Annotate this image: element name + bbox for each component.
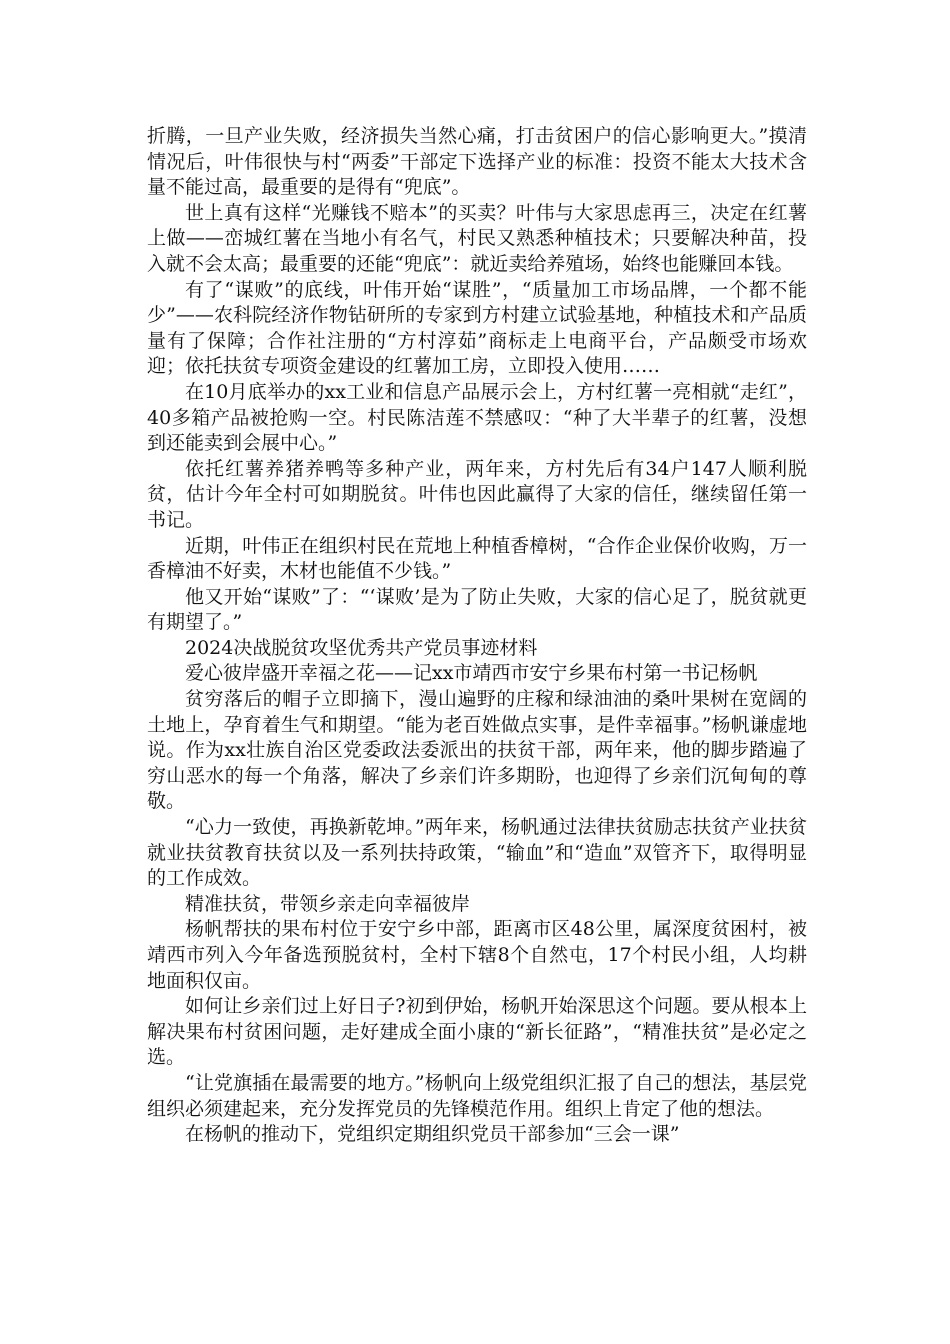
paragraph: 贫穷落后的帽子立即摘下，漫山遍野的庄稼和绿油油的桑叶果树在宽阔的土地上，孕育着生气和期望。“能为老百姓做点实事，是件幸福事。”杨帆谦虚地说。作为xx壮族自治区党委政法委派出的扶贫干部，两年来，他的脚步踏遍了穷山恶水的每一个角落，解决了乡亲们许多期盼，也迎得了乡亲们沉甸甸的尊敬。 <box>147 688 807 813</box>
article-title: 爱心彼岸盛开幸福之花——记xx市靖西市安宁乡果布村第一书记杨帆 <box>185 662 758 685</box>
paragraph: 世上真有这样“光赚钱不赔本”的买卖？叶伟与大家思虑再三，决定在红薯上做——峦城红薯在当地小有名气，村民又熟悉种植技术；只要解决种苗，投入就不会太高；最重要的还能“兜底”：就近卖给养殖场，始终也能赚回本钱。 <box>147 201 807 275</box>
paragraph: 杨帆帮扶的果布村位于安宁乡中部，距离市区48公里，属深度贫困村，被靖西市列入今年备选预脱贫村，全村下辖8个自然屯，17个村民小组，人均耕地面积仅亩。 <box>147 918 807 992</box>
paragraph-continuation: 折腾，一旦产业失败，经济损失当然心痛，打击贫困户的信心影响更大。”摸清情况后，叶伟很快与村“两委”干部定下选择产业的标准：投资不能太大技术含量不能过高，最重要的是得有“兜底”。 <box>147 125 807 199</box>
paragraph: 如何让乡亲们过上好日子?初到伊始，杨帆开始深思这个问题。要从根本上解决果布村贫困问题，走好建成全面小康的“新长征路”，“精准扶贫”是必定之选。 <box>147 995 807 1069</box>
paragraph: 在10月底举办的xx工业和信息产品展示会上，方村红薯一亮相就“走红”，40多箱产品被抢购一空。村民陈洁莲不禁感叹：“种了大半辈子的红薯，没想到还能卖到会展中心。” <box>147 380 807 455</box>
paragraph: “心力一致使，再换新乾坤。”两年来，杨帆通过法律扶贫励志扶贫产业扶贫就业扶贫教育扶贫以及一系列扶持政策，“输血”和“造血”双管齐下，取得明显的工作成效。 <box>147 816 807 890</box>
section-heading: 2024决战脱贫攻坚优秀共产党员事迹材料 <box>185 636 538 659</box>
paragraph: 他又开始“谋败”了：“‘谋败’是为了防止失败，大家的信心足了，脱贫就更有期望了。” <box>147 585 807 634</box>
paragraph: 依托红薯养猪养鸭等多种产业，两年来，方村先后有34户147人顺利脱贫，估计今年全村可如期脱贫。叶伟也因此赢得了大家的信任，继续留任第一书记。 <box>147 457 807 531</box>
paragraph: 近期，叶伟正在组织村民在荒地上种植香樟树，“合作企业保价收购，万一香樟油不好卖，木材也能值不少钱。” <box>147 534 807 583</box>
paragraph: 在杨帆的推动下，党组织定期组织党员干部参加“三会一课” <box>185 1123 680 1146</box>
document-page <box>147 124 807 1148</box>
paragraph: 有了“谋败”的底线，叶伟开始“谋胜”，“质量加工市场品牌，一个都不能少”——农科院经济作物钻研所的专家到方村建立试验基地，种植技术和产品质量有了保障；合作社注册的“方村淳茹”商标走上电商平台，产品颇受市场欢迎；依托扶贫专项资金建设的红薯加工房，立即投入使用…… <box>147 278 807 378</box>
paragraph: “让党旗插在最需要的地方。”杨帆向上级党组织汇报了自己的想法，基层党组织必须建起来，充分发挥党员的先锋模范作用。组织上肯定了他的想法。 <box>147 1071 807 1120</box>
subsection-heading: 精准扶贫，带领乡亲走向幸福彼岸 <box>185 892 471 915</box>
